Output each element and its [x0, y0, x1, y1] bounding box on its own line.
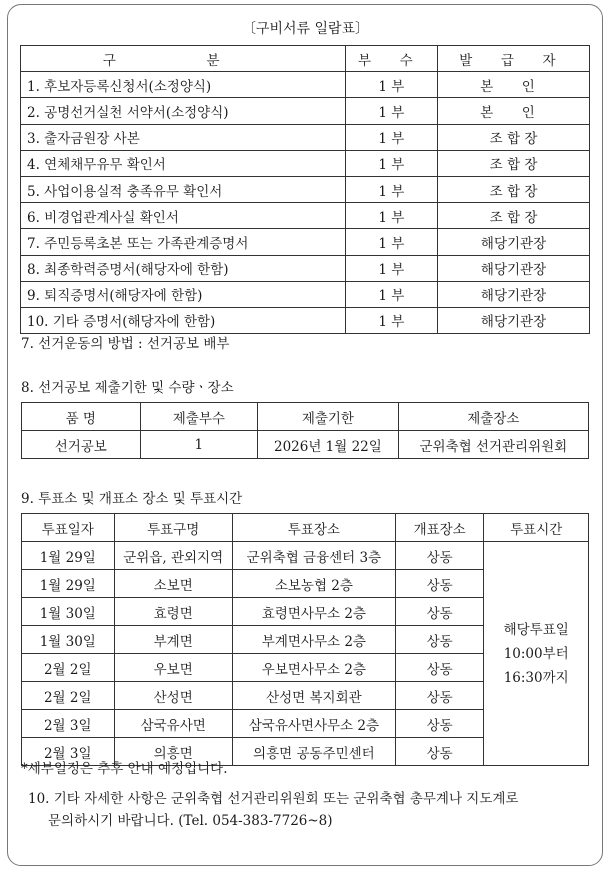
doc-name: 6. 비경업관계사실 확인서: [21, 203, 346, 229]
table-row: [21, 281, 590, 307]
vote-place: 의흥면 공동주민센터: [232, 738, 395, 766]
table-row: [21, 124, 590, 150]
header-vote-date: 투표일자: [22, 514, 115, 542]
header-category: 구 분: [21, 46, 346, 72]
header-vote-time: 투표시간: [484, 514, 589, 542]
district: 소보면: [114, 570, 232, 598]
doc-copies: 1 부: [345, 72, 437, 98]
header-submit-copies: 제출부수: [140, 403, 258, 431]
table-row: [22, 542, 589, 570]
header-district: 투표구명: [114, 514, 232, 542]
table-header-row: [22, 403, 589, 431]
doc-name: 4. 연체채무유무 확인서: [21, 150, 346, 176]
doc-copies: 1 부: [345, 98, 437, 124]
doc-issuer: 해당기관장: [438, 255, 590, 281]
doc-copies: 1 부: [345, 203, 437, 229]
doc-copies: 1 부: [345, 124, 437, 150]
schedule-note: *세부일정은 추후 안내 예정입니다.: [21, 761, 228, 777]
doc-issuer: 해당기관장: [438, 307, 590, 333]
district: 부계면: [114, 626, 232, 654]
section-9-heading: 9. 투표소 및 개표소 장소 및 투표시간: [21, 491, 243, 507]
header-submit-deadline: 제출기한: [258, 403, 399, 431]
header-submit-place: 제출장소: [398, 403, 588, 431]
count-place: 상동: [395, 542, 484, 570]
count-place: 상동: [395, 598, 484, 626]
item-name: 선거공보: [22, 431, 141, 459]
vote-date: 1월 29일: [22, 542, 115, 570]
district: 군위읍, 관외지역: [114, 542, 232, 570]
header-vote-place: 투표장소: [232, 514, 395, 542]
count-place: 상동: [395, 710, 484, 738]
header-count-place: 개표장소: [395, 514, 484, 542]
vote-time-line: 10:00부터: [503, 645, 569, 662]
vote-date: 2월 2일: [22, 654, 115, 682]
section-7-campaign-method: 7. 선거운동의 방법 : 선거공보 배부: [21, 336, 230, 352]
table-row: [21, 98, 590, 124]
contact-line-1: 10. 기타 자세한 사항은 군위축협 선거관리위원회 또는 군위축협 총무계나 지도계로: [28, 791, 519, 807]
doc-issuer: 본 인: [438, 72, 590, 98]
vote-time-cell: [484, 542, 589, 766]
vote-place: 군위축협 금융센터 3층: [232, 542, 395, 570]
doc-list-title: 〔구비서류 일람표〕: [241, 21, 370, 37]
vote-place: 산성면 복지회관: [232, 682, 395, 710]
vote-place: 부계면사무소 2층: [232, 626, 395, 654]
doc-issuer: 본 인: [438, 98, 590, 124]
doc-name: 9. 퇴직증명서(해당자에 한함): [21, 281, 346, 307]
table-header-row: [22, 514, 589, 542]
doc-name: 8. 최종학력증명서(해당자에 한함): [21, 255, 346, 281]
vote-date: 1월 30일: [22, 598, 115, 626]
count-place: 상동: [395, 626, 484, 654]
doc-name: 7. 주민등록초본 또는 가족관계증명서: [21, 229, 346, 255]
doc-issuer: 해당기관장: [438, 229, 590, 255]
doc-copies: 1 부: [345, 255, 437, 281]
header-copies: 부 수: [345, 46, 437, 72]
district: 우보면: [114, 654, 232, 682]
vote-date: 2월 3일: [22, 738, 115, 766]
district: 산성면: [114, 682, 232, 710]
doc-copies: 1 부: [345, 176, 437, 202]
submit-copies: 1: [140, 431, 258, 459]
header-item-name: 품 명: [22, 403, 141, 431]
vote-date: 1월 30일: [22, 626, 115, 654]
vote-place: 소보농협 2층: [232, 570, 395, 598]
doc-copies: 1 부: [345, 281, 437, 307]
vote-place: 효령면사무소 2층: [232, 598, 395, 626]
vote-time-line: 해당투표일: [503, 621, 569, 638]
doc-name: 1. 후보자등록신청서(소정양식): [21, 72, 346, 98]
voting-schedule-table: [21, 513, 589, 766]
doc-name: 2. 공명선거실천 서약서(소정양식): [21, 98, 346, 124]
count-place: 상동: [395, 738, 484, 766]
table-row: [21, 307, 590, 333]
table-row: [21, 176, 590, 202]
table-row: [22, 431, 589, 459]
count-place: 상동: [395, 570, 484, 598]
submit-deadline: 2026년 1월 22일: [258, 431, 399, 459]
doc-name: 3. 출자금원장 사본: [21, 124, 346, 150]
vote-date: 2월 3일: [22, 710, 115, 738]
table-row: [21, 203, 590, 229]
district: 삼국유사면: [114, 710, 232, 738]
table-header-row: [21, 46, 590, 72]
contact-line-2: 문의하시기 바랍니다. (Tel. 054-383-7726~8): [48, 813, 333, 829]
vote-date: 2월 2일: [22, 682, 115, 710]
vote-date: 1월 29일: [22, 570, 115, 598]
table-row: [21, 72, 590, 98]
count-place: 상동: [395, 654, 484, 682]
vote-time-line: 16:30까지: [503, 669, 569, 686]
section-8-heading: 8. 선거공보 제출기한 및 수량ㆍ장소: [21, 380, 234, 396]
doc-copies: 1 부: [345, 307, 437, 333]
doc-copies: 1 부: [345, 150, 437, 176]
doc-name: 5. 사업이용실적 충족유무 확인서: [21, 176, 346, 202]
bulletin-submission-table: [21, 402, 589, 459]
doc-copies: 1 부: [345, 229, 437, 255]
district: 효령면: [114, 598, 232, 626]
required-documents-table: [20, 45, 590, 334]
table-row: [21, 229, 590, 255]
header-issuer: 발 급 자: [438, 46, 590, 72]
district: 의흥면: [114, 738, 232, 766]
table-row: [21, 255, 590, 281]
count-place: 상동: [395, 682, 484, 710]
contact-info: [28, 788, 588, 832]
vote-place: 우보면사무소 2층: [232, 654, 395, 682]
table-row: [21, 150, 590, 176]
doc-issuer: 조 합 장: [438, 203, 590, 229]
doc-issuer: 조 합 장: [438, 150, 590, 176]
doc-issuer: 해당기관장: [438, 281, 590, 307]
submit-place: 군위축협 선거관리위원회: [398, 431, 588, 459]
vote-place: 삼국유사면사무소 2층: [232, 710, 395, 738]
doc-issuer: 조 합 장: [438, 176, 590, 202]
doc-name: 10. 기타 증명서(해당자에 한함): [21, 307, 346, 333]
doc-issuer: 조 합 장: [438, 124, 590, 150]
